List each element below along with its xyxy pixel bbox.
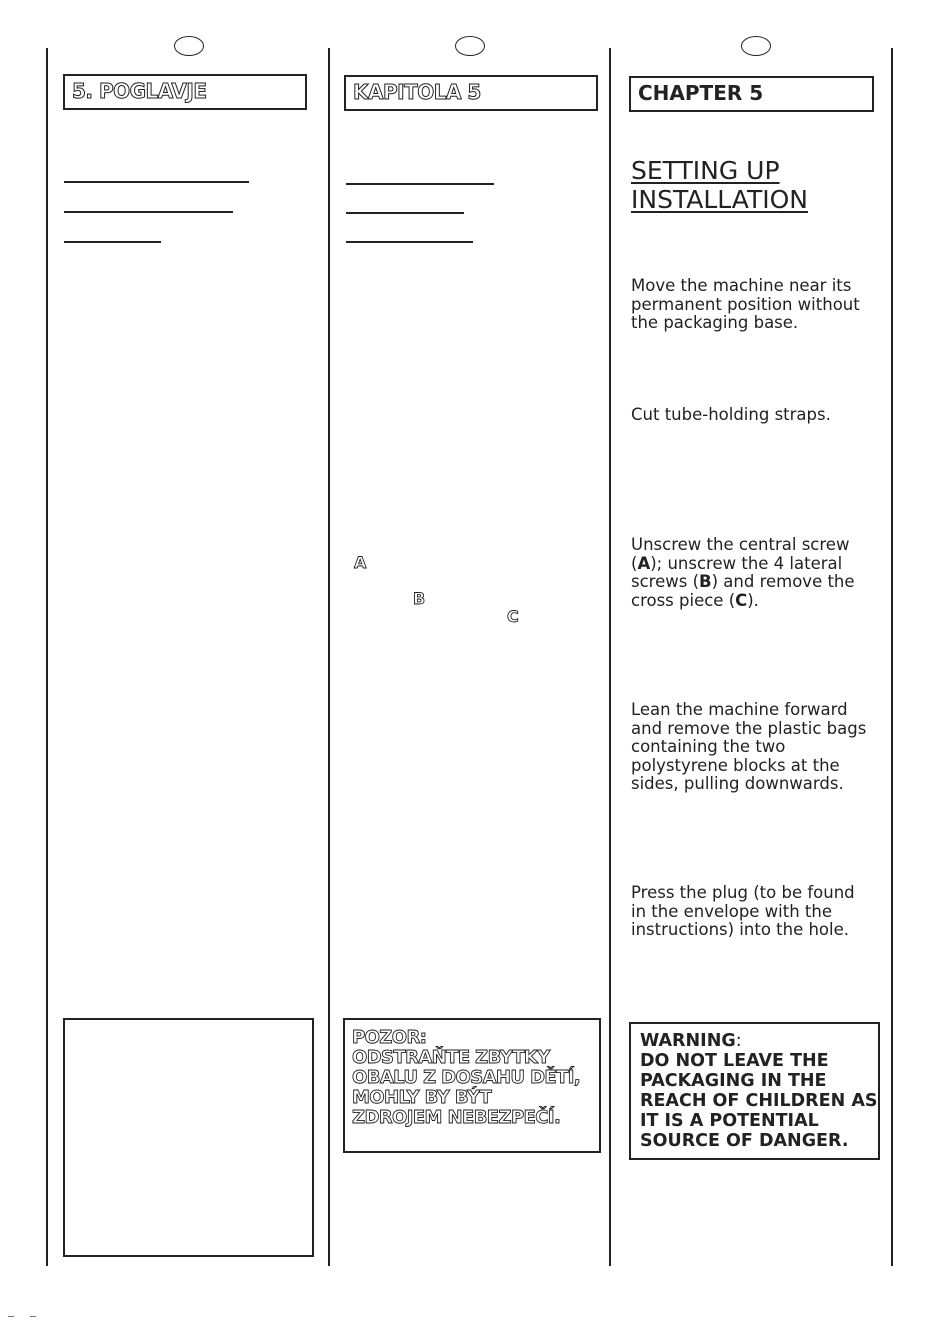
warning-box-left <box>63 1018 314 1257</box>
chapter-title-right-text: CHAPTER 5 <box>638 81 764 105</box>
heading-underline-left-1 <box>64 181 249 183</box>
step-4-text: Lean the machine forward and remove the plastic bags containing the two polystyrene blocks at the sides, pulling downwards. <box>631 700 867 793</box>
callout-a-middle: A <box>354 553 367 572</box>
warning-box-middle <box>343 1018 601 1153</box>
heading-underline-middle-3 <box>346 241 473 243</box>
callout-a: A <box>637 553 651 573</box>
warning-label-right: WARNING: <box>640 1031 742 1051</box>
chapter-title-middle-text: KAPITOLA 5 <box>353 80 481 104</box>
step-1-text: Move the machine near its permanent position without the packaging base. <box>631 276 860 332</box>
chapter-title-right <box>629 76 874 112</box>
callout-b-middle: B <box>413 589 426 608</box>
trim-mark-left <box>8 1316 14 1317</box>
warning-line-middle-1: ODSTRAŇTE ZBYTKY <box>352 1047 550 1068</box>
step-5-text: Press the plug (to be found in the envelope with the instructions) into the hole. <box>631 883 855 939</box>
section-heading-line-1: SETTING UP <box>631 156 780 185</box>
warning-line-right-5: SOURCE OF DANGER. <box>640 1131 849 1151</box>
warning-text-right <box>631 1024 878 1151</box>
warning-line-right-1: DO NOT LEAVE THE <box>640 1051 829 1071</box>
column-divider-right <box>891 48 893 1266</box>
section-heading <box>631 156 808 214</box>
callout-c: C <box>735 590 748 610</box>
heading-underline-middle-1 <box>346 183 494 185</box>
language-badge-left <box>174 36 204 56</box>
warning-box-right <box>629 1022 880 1160</box>
warning-line-middle-4: ZDROJEM NEBEZPEČÍ. <box>352 1107 561 1128</box>
column-divider-left <box>46 48 48 1266</box>
warning-label-middle: POZOR: <box>352 1027 427 1048</box>
trim-mark-left-2 <box>30 1316 36 1317</box>
callout-c-middle: C <box>507 607 519 626</box>
heading-underline-left-2 <box>64 211 233 213</box>
heading-underline-middle-2 <box>346 212 464 214</box>
language-badge-right <box>741 36 771 56</box>
column-divider-middle-left <box>328 48 330 1266</box>
heading-underline-left-3 <box>64 241 161 243</box>
callout-b: B <box>699 572 712 591</box>
language-badge-middle <box>455 36 485 56</box>
section-heading-line-2: INSTALLATION <box>631 185 808 214</box>
column-divider-middle-right <box>609 48 611 1266</box>
chapter-title-left-text: 5. POGLAVJE <box>72 79 207 103</box>
warning-line-right-2: PACKAGING IN THE <box>640 1071 827 1091</box>
chapter-title-left <box>63 74 307 110</box>
step-3-text: Unscrew the central screw (A); unscrew the 4 lateral screws (B) and remove the cross piece (C). <box>631 535 855 610</box>
warning-text-middle <box>345 1020 599 1128</box>
warning-line-middle-3: MOHLY BY BÝT <box>352 1087 492 1108</box>
warning-line-right-3: REACH OF CHILDREN AS <box>640 1091 878 1111</box>
chapter-title-middle <box>344 75 598 111</box>
warning-line-middle-2: OBALU Z DOSAHU DĚTÍ, <box>352 1067 581 1088</box>
step-2-text: Cut tube-holding straps. <box>631 405 831 424</box>
warning-line-right-4: IT IS A POTENTIAL <box>640 1111 819 1131</box>
